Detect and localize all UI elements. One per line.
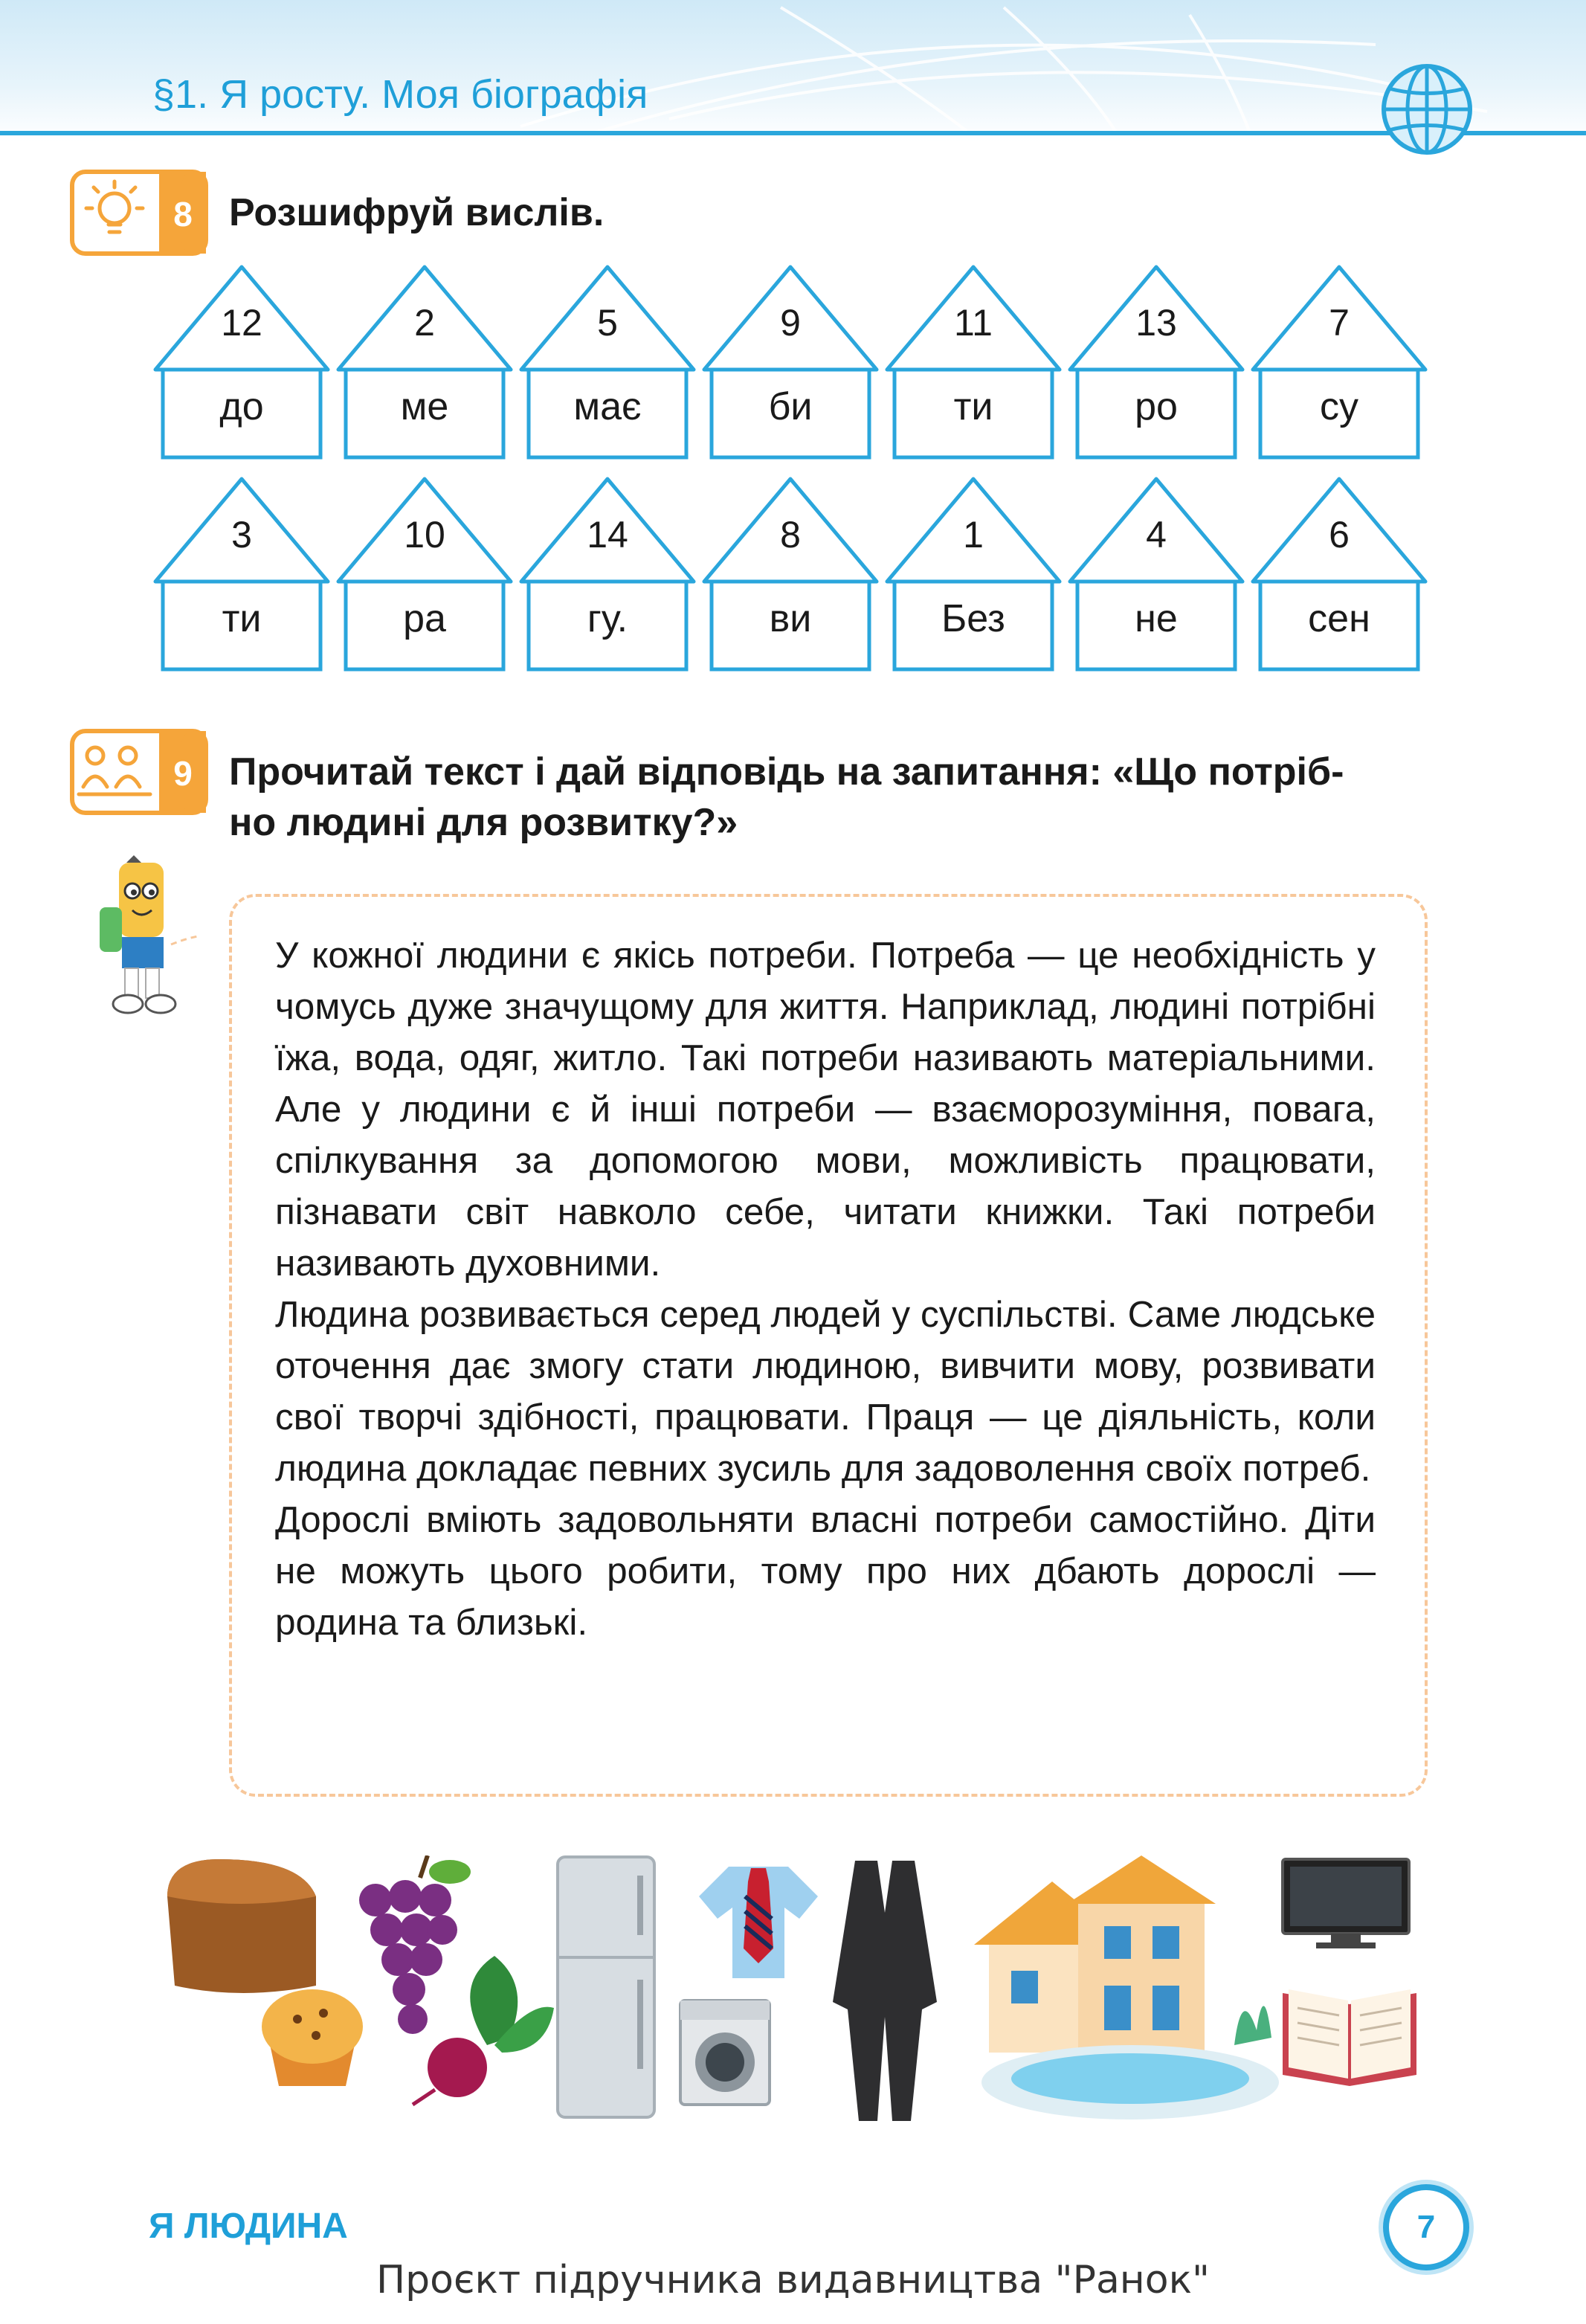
house-number: 8 bbox=[780, 514, 801, 556]
reading-paragraph-2: Людина розвивається серед людей у суспільстві. Саме людське оточення дає змогу стати людиною, вивчити мову, розвивати свої творчі здібності, працювати. Праця — це діяльність, коли людина докладає певних зусиль для задоволення своїх потреб. bbox=[275, 1294, 1376, 1489]
house-syllable: не bbox=[1135, 597, 1178, 640]
house-card bbox=[701, 476, 880, 692]
house-outline-icon bbox=[1250, 476, 1428, 692]
house-number: 13 bbox=[1135, 302, 1177, 344]
house-outline-icon bbox=[701, 264, 880, 480]
beet-icon bbox=[405, 1956, 554, 2112]
house-syllable: ро bbox=[1135, 385, 1178, 428]
task-9-title-line-2: но людині для розвитку?» bbox=[229, 801, 738, 844]
house-outline-icon bbox=[884, 476, 1063, 692]
reading-paragraph-3: Дорослі вміють задовольняти власні потреби самостійно. Діти не можуть цього робити, тому про них дбають дорослі — родина та близькі. bbox=[275, 1499, 1376, 1643]
task-9-title-line-1: Прочитай текст і дай відповідь на запитання: «Що потріб- bbox=[229, 750, 1344, 794]
house-outline-icon bbox=[152, 476, 331, 692]
house-outline-icon bbox=[152, 264, 331, 480]
house-card bbox=[152, 476, 331, 692]
open-book-icon bbox=[1275, 1978, 1424, 2090]
house-number: 3 bbox=[231, 514, 252, 556]
house-card bbox=[1067, 476, 1245, 692]
house-number: 7 bbox=[1329, 302, 1350, 344]
publisher-note: Проєкт підручника видавництва "Ранок" bbox=[376, 2258, 1210, 2302]
house-number: 14 bbox=[587, 514, 628, 556]
house-outline-icon bbox=[1067, 476, 1245, 692]
house-syllable: ви bbox=[769, 597, 812, 640]
house-syllable: гу. bbox=[587, 597, 628, 640]
house-card bbox=[335, 264, 514, 480]
shirt-tie-icon bbox=[692, 1852, 825, 1986]
footer-section-title: Я ЛЮДИНА bbox=[149, 2206, 348, 2246]
house-outline-icon bbox=[518, 264, 697, 480]
task-8-number: 8 bbox=[173, 195, 193, 234]
house-syllable: має bbox=[573, 385, 642, 428]
page-number: 7 bbox=[1416, 2209, 1436, 2245]
page-header-title: §1. Я росту. Моя біографія bbox=[152, 72, 648, 117]
pencil-mascot-icon bbox=[89, 855, 201, 1034]
header-rule bbox=[0, 131, 1586, 135]
task-9-badge bbox=[70, 729, 208, 815]
house-card bbox=[152, 264, 331, 480]
house-card bbox=[1067, 264, 1245, 480]
house-number: 11 bbox=[954, 302, 993, 344]
house-card bbox=[884, 264, 1063, 480]
house-outline-icon bbox=[518, 476, 697, 692]
house-card bbox=[518, 476, 697, 692]
house-card bbox=[1250, 264, 1428, 480]
house-number: 9 bbox=[780, 302, 801, 344]
house-syllable: до bbox=[219, 385, 264, 428]
house-outline-icon bbox=[335, 476, 514, 692]
house-pool-icon bbox=[967, 1852, 1286, 2127]
house-syllable: ти bbox=[222, 597, 262, 640]
reading-paragraph-1: У кожної людини є якісь потреби. Потреба — це необхідність у чомусь дуже значущому для життя. Наприклад, людині потрібні їжа, вода, одяг, житло. Такі потреби називають матеріальними. Але у людини є й інші потреби — взаєморозуміння, повага, спілкування за допомогою мови, можливість працювати, пізнавати світ навколо себе, читати книжки. Такі потреби називають духовними. bbox=[275, 935, 1376, 1284]
house-card bbox=[701, 264, 880, 480]
house-outline-icon bbox=[701, 476, 880, 692]
house-syllable: су bbox=[1320, 385, 1358, 428]
house-card bbox=[884, 476, 1063, 692]
house-card bbox=[518, 264, 697, 480]
house-syllable: Без bbox=[941, 597, 1005, 640]
task-9-number: 9 bbox=[173, 754, 193, 793]
house-number: 5 bbox=[597, 302, 618, 344]
house-number: 4 bbox=[1146, 514, 1167, 556]
house-syllable: ме bbox=[400, 385, 449, 428]
house-syllable: би bbox=[768, 385, 813, 428]
suit-icon bbox=[825, 1853, 944, 2128]
washing-machine-icon bbox=[677, 1997, 773, 2108]
globe-icon bbox=[1380, 62, 1474, 156]
house-number: 6 bbox=[1329, 514, 1350, 556]
task-8-badge bbox=[70, 170, 208, 256]
reading-text bbox=[275, 930, 1376, 1648]
house-number: 2 bbox=[414, 302, 435, 344]
house-number: 1 bbox=[963, 514, 984, 556]
house-card bbox=[1250, 476, 1428, 692]
refrigerator-icon bbox=[554, 1853, 658, 2121]
house-syllable: ти bbox=[953, 385, 993, 428]
house-outline-icon bbox=[884, 264, 1063, 480]
house-outline-icon bbox=[1067, 264, 1245, 480]
task-8-title: Розшифруй вислів. bbox=[229, 191, 605, 234]
house-outline-icon bbox=[335, 264, 514, 480]
television-icon bbox=[1279, 1855, 1413, 1952]
house-number: 10 bbox=[404, 514, 445, 556]
house-outline-icon bbox=[1250, 264, 1428, 480]
house-number: 12 bbox=[221, 302, 262, 344]
house-syllable: ра bbox=[403, 597, 446, 640]
house-syllable: сен bbox=[1308, 597, 1370, 640]
house-card bbox=[335, 476, 514, 692]
